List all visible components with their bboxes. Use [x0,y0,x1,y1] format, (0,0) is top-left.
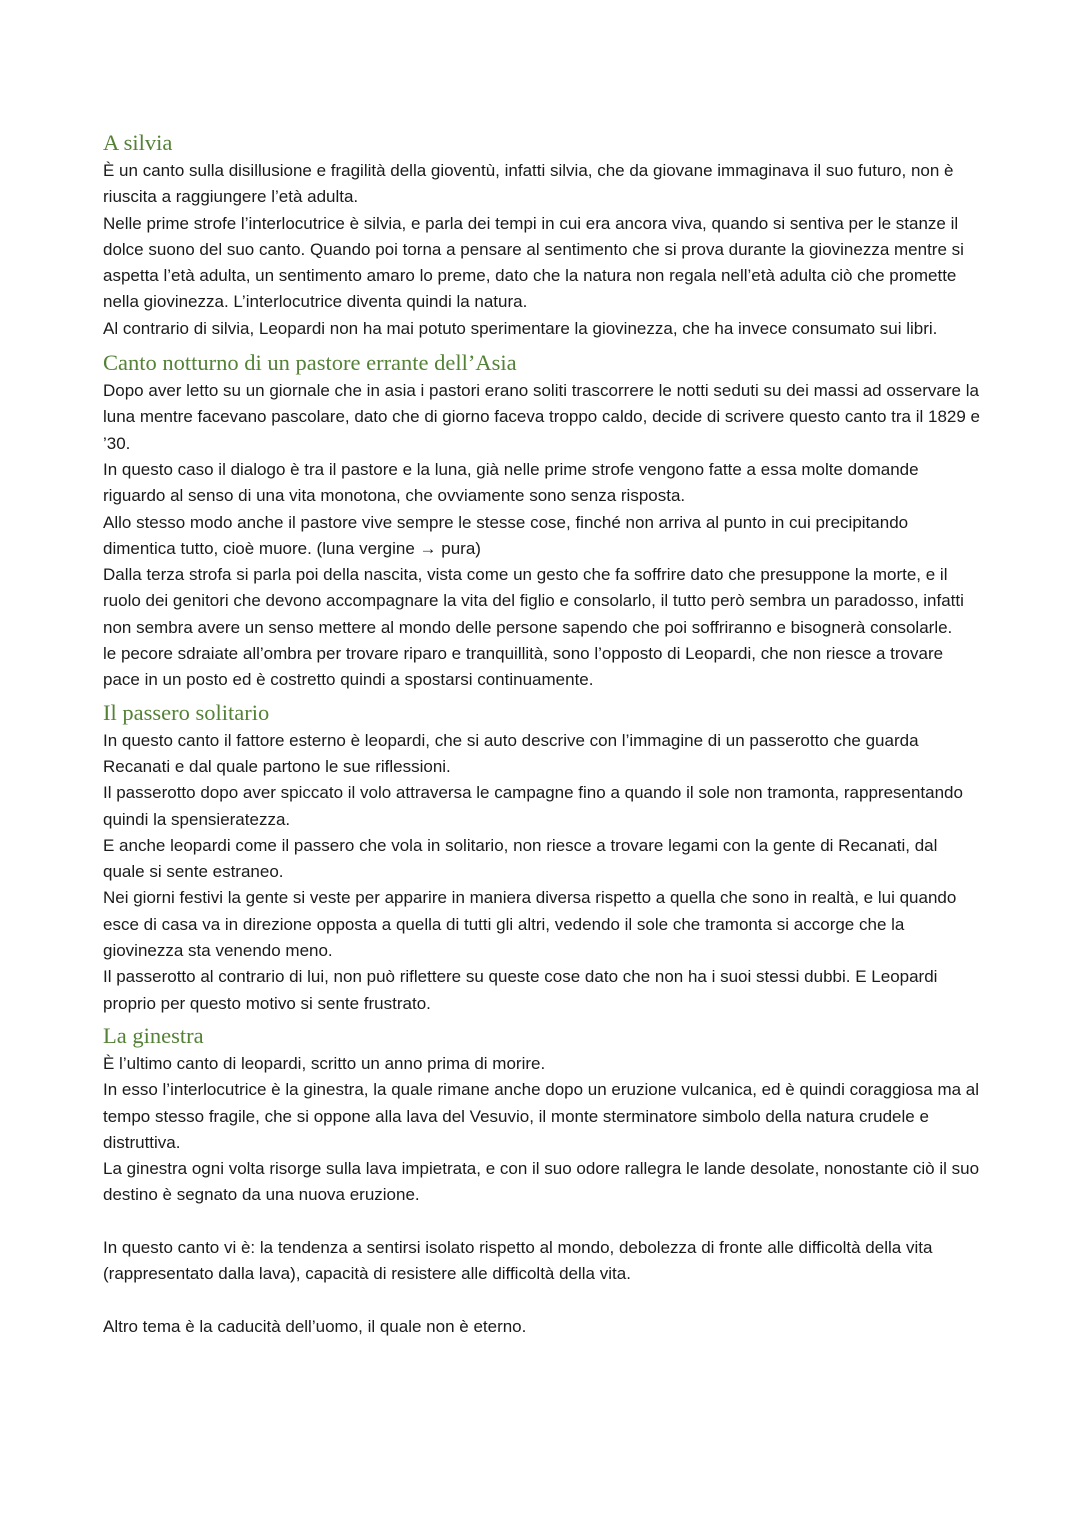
paragraph: Nelle prime strofe l’interlocutrice è silvia, e parla dei tempi in cui era ancora viva, quando si sentiva per le stanze il dolce suono del suo canto. Quando poi torna a pensare al sentimento che si prova durante la giovinezza mentre si aspetta l’età adulta, un sentimento amaro lo preme, dato che la natura non regala nell’età adulta ciò che promette nella giovinezza. L’interlocutrice diventa quindi la natura. [103,213,964,312]
paragraph: È un canto sulla disillusione e fragilità della gioventù, infatti silvia, che da giovane immaginava il suo futuro, non è riuscita a raggiungere l’età adulta. [103,161,954,207]
paragraph: In questo canto il fattore esterno è leopardi, che si auto descrive con l’immagine di un passerotto che guarda Recanati e dal quale partono le sue riflessioni. [103,730,919,776]
paragraph: È l’ultimo canto di leopardi, scritto un anno prima di morire. [103,1053,546,1073]
paragraph: Il passerotto dopo aver spiccato il volo attraversa le campagne fino a quando il sole non tramonta, rappresentando quindi la spensieratezza. [103,783,963,829]
paragraph: La ginestra ogni volta risorge sulla lava impietrata, e con il suo odore rallegra le lande desolate, nonostante ciò il suo destino è segnato da una nuova eruzione. [103,1159,980,1205]
paragraph: E anche leopardi come il passero che vola in solitario, non riesce a trovare legami con la gente di Recanati, dal quale si sente estraneo. [103,835,938,882]
paragraph: In questo canto vi è: la tendenza a sentirsi isolato rispetto al mondo, debolezza di fronte alle difficoltà della vita (rappresentato dalla lava), capacità di resistere alle difficoltà della vita. [103,1237,933,1284]
paragraph: Allo stesso modo anche il pastore vive sempre le stesse cose, finché non arriva al punto in cui precipitando dimentica tutto, cioè muore. (luna vergine → pura) [103,512,909,558]
paragraph: le pecore sdraiate all’ombra per trovare riparo e tranquillità, sono l’opposto di Leopardi, che non riesce a trovare pace in un posto ed è costretto quindi a spostarsi continuamente. [103,644,944,690]
blank-line [103,1288,983,1314]
paragraph: Al contrario di silvia, Leopardi non ha mai potuto sperimentare la giovinezza, che ha invece consumato sui libri. [103,318,938,338]
section-title-la-ginestra: La ginestra [103,1022,204,1048]
document-page [103,128,983,1340]
paragraph: In questo caso il dialogo è tra il pastore e la luna, già nelle prime strofe vengono fatte a essa molte domande riguardo al senso di una vita monotona, che ovviamente sono senza risposta. [103,459,919,506]
blank-line [103,1209,983,1235]
section-title-a-silvia: A silvia [103,130,173,155]
section-title-canto-notturno: Canto notturno di un pastore errante dell’Asia [103,350,517,376]
paragraph: Il passerotto al contrario di lui, non può riflettere su queste cose dato che non ha i suoi stessi dubbi. E Leopardi proprio per questo motivo si sente frustrato. [103,967,938,1013]
paragraph: Dalla terza strofa si parla poi della nascita, vista come un gesto che fa soffrire dato che presuppone la morte, e il ruolo dei genitori che devono accompagnare la vita del figlio e consolarlo, il tutto però sembra un paradosso, infatti non sembra avere un senso mettere al mondo delle persone sapendo che poi soffriranno e bisognerà consolarle. [103,565,964,637]
paragraph: Altro tema è la caducità dell’uomo, il quale non è eterno. [103,1316,527,1336]
section-title-passero-solitario: Il passero solitario [103,699,270,725]
paragraph: Dopo aver letto su un giornale che in asia i pastori erano soliti trascorrere le notti seduti su dei massi ad osservare la luna mentre facevano pascolare, dato che di giorno faceva troppo caldo, decide di scrivere questo canto tra il 1829 e ’30. [103,381,980,453]
paragraph: Nei giorni festivi la gente si veste per apparire in maniera diversa rispetto a quella che sono in realtà, e lui quando esce di casa va in direzione opposta a quella di tutti gli altri, vedendo il sole che tramonta si accorge che la giovinezza sta venendo meno. [103,888,957,961]
paragraph: In esso l’interlocutrice è la ginestra, la quale rimane anche dopo un eruzione vulcanica, ed è quindi coraggiosa ma al tempo stesso fragile, che si oppone alla lava del Vesuvio, il monte sterminatore simbolo della natura crudele e distruttiva. [103,1080,980,1152]
